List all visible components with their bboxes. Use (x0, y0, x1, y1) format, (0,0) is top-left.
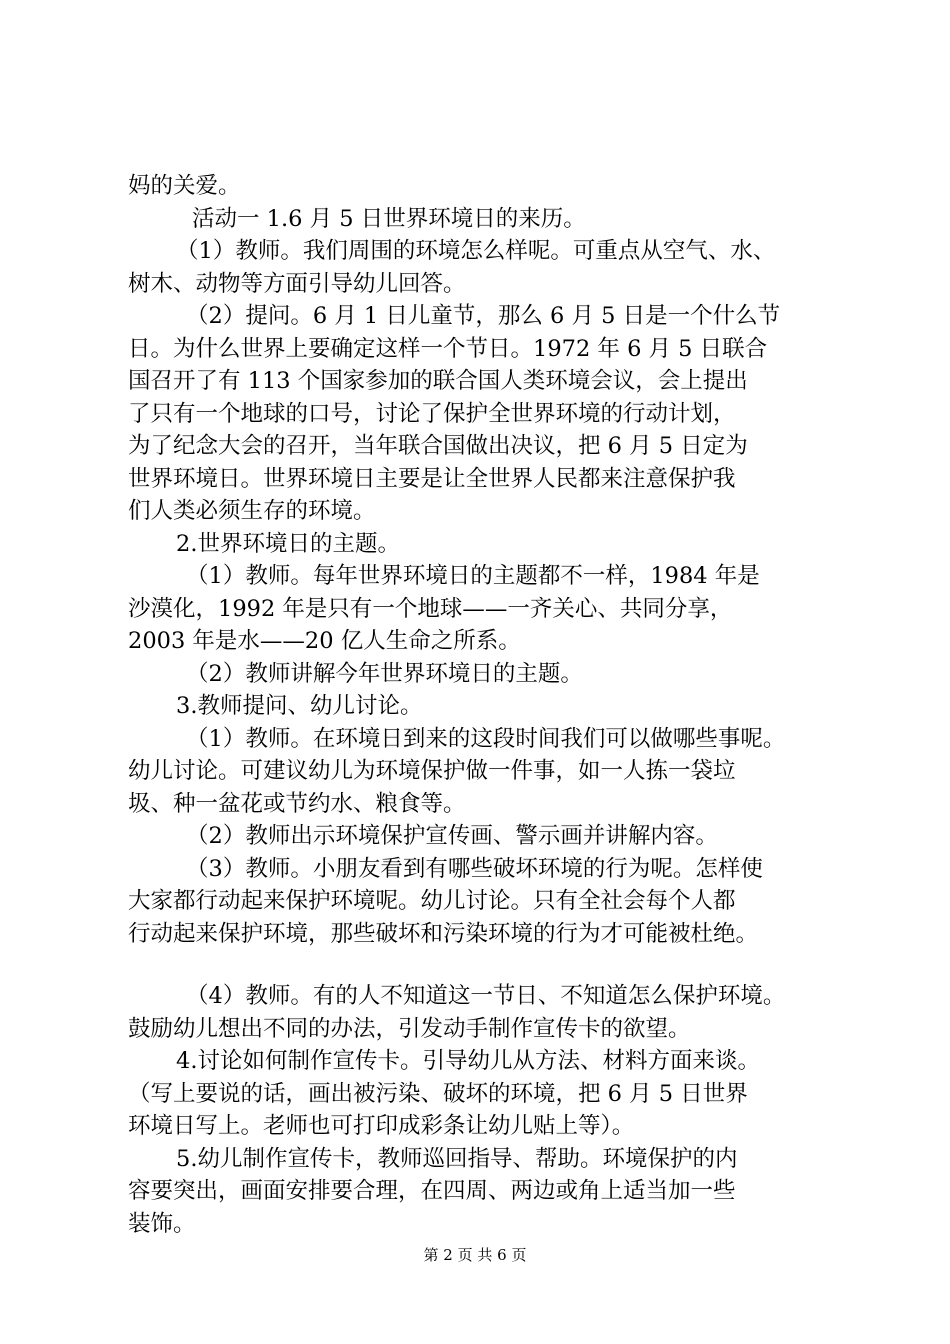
text-line: 行动起来保护环境，那些破坏和污染环境的行为才可能被杜绝。 (128, 920, 759, 947)
text-line: 活动一 1.6 月 5 日世界环境日的来历。 (192, 205, 586, 232)
text-line: 4.讨论如何制作宣传卡。引导幼儿从方法、材料方面来谈。 (176, 1048, 760, 1074)
text-line: 圾、种一盆花或节约水、粮食等。 (128, 790, 466, 817)
text-line: （3）教师。小朋友看到有哪些破坏环境的行为呢。怎样使 (186, 855, 763, 882)
text-line: （2）教师讲解今年世界环境日的主题。 (186, 660, 583, 687)
text-line: 鼓励幼儿想出不同的办法，引发动手制作宣传卡的欲望。 (128, 1015, 691, 1042)
text-line: 环境日写上。老师也可打印成彩条让幼儿贴上等）。 (128, 1113, 635, 1139)
text-line: 们人类必须生存的环境。 (128, 498, 376, 524)
page-number-footer: 第 2 页 共 6 页 (423, 1246, 527, 1264)
text-line: 了只有一个地球的口号，讨论了保护全世界环境的行动计划， (128, 400, 736, 427)
text-line: 沙漠化，1992 年是只有一个地球——一齐关心、共同分享， (128, 595, 733, 622)
text-line: 妈的关爱。 (128, 173, 241, 199)
text-line: 世界环境日。世界环境日主要是让全世界人民都来注意保护我 (128, 465, 736, 492)
text-line: （4）教师。有的人不知道这一节日、不知道怎么保护环境。 (186, 983, 786, 1009)
text-line: 5.幼儿制作宣传卡，教师巡回指导、帮助。环境保护的内 (176, 1145, 738, 1172)
paragraph-gap (128, 950, 850, 980)
text-line: （写上要说的话，画出被污染、破坏的环境，把 6 月 5 日世界 (128, 1080, 748, 1107)
text-line: （2）教师出示环境保护宣传画、警示画并讲解内容。 (186, 823, 718, 849)
text-line: 3.教师提问、幼儿讨论。 (176, 693, 423, 719)
text-line: 装饰。 (128, 1210, 196, 1237)
text-line: 国召开了有 113 个国家参加的联合国人类环境会议，会上提出 (128, 368, 748, 394)
text-line: 日。为什么世界上要确定这样一个节日。1972 年 6 月 5 日联合 (128, 335, 768, 362)
text-line: （1）教师。每年世界环境日的主题都不一样，1984 年是 (186, 563, 760, 589)
text-line: 幼儿讨论。可建议幼儿为环境保护做一件事，如一人拣一袋垃 (128, 758, 736, 784)
text-line: （1）教师。我们周围的环境怎么样呢。可重点从空气、水、 (176, 238, 776, 264)
text-line: 树木、动物等方面引导幼儿回答。 (128, 270, 466, 297)
text-line: 容要突出，画面安排要合理，在四周、两边或角上适当加一些 (128, 1178, 736, 1204)
text-line: 2003 年是水——20 亿人生命之所系。 (128, 628, 521, 654)
text-line: 2.世界环境日的主题。 (176, 530, 400, 557)
text-line: 大家都行动起来保护环境呢。幼儿讨论。只有全社会每个人都 (128, 888, 736, 914)
text-line: （2）提问。6 月 1 日儿童节，那么 6 月 5 日是一个什么节 (186, 303, 781, 329)
text-line: 为了纪念大会的召开，当年联合国做出决议，把 6 月 5 日定为 (128, 433, 748, 459)
text-line: （1）教师。在环境日到来的这段时间我们可以做哪些事呢。 (186, 725, 786, 752)
document-body (128, 170, 850, 1240)
